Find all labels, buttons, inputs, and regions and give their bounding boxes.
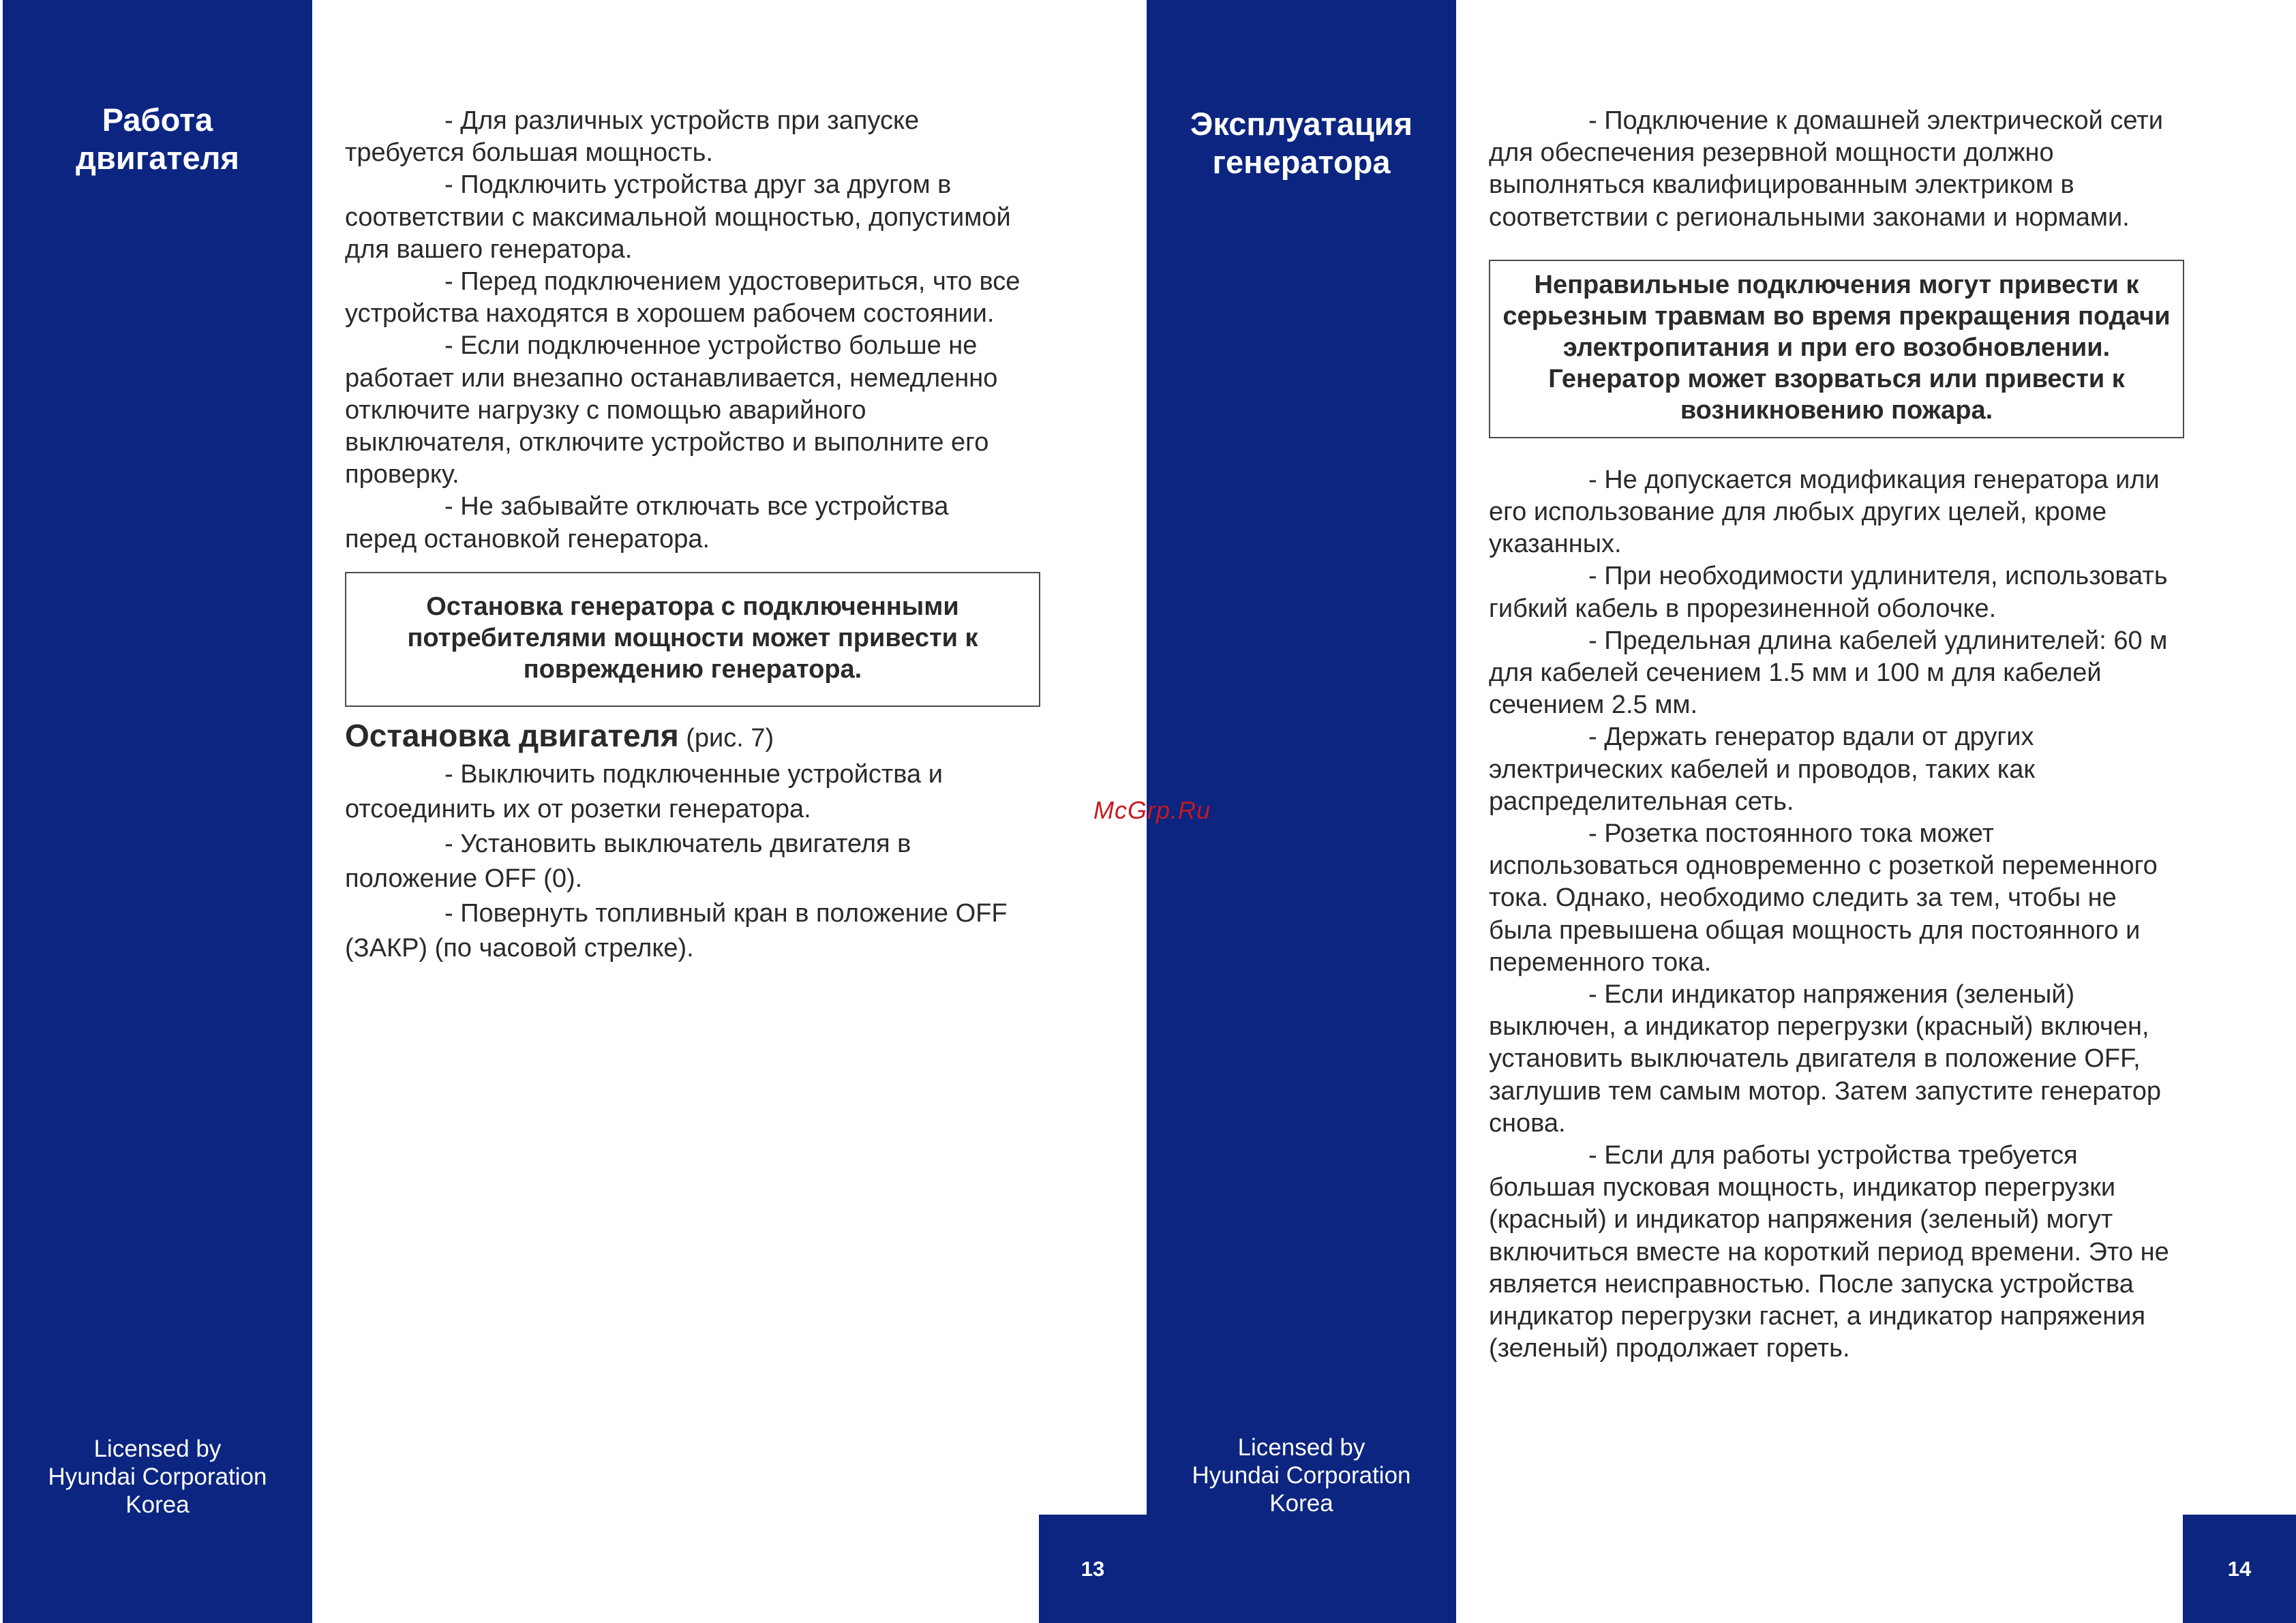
left-license-line-1: Licensed by xyxy=(93,1436,222,1462)
left-step-1: - Выключить подключенные устройства и отсоединить их от розетки генератора. xyxy=(345,759,943,823)
right-license-line-2: Hyundai Corporation xyxy=(1192,1462,1411,1489)
left-license-note xyxy=(3,1435,312,1519)
left-step-2: - Установить выключатель двигателя в положение OFF (0). xyxy=(345,829,911,893)
right-paragraph-1: - Подключение к домашней электрической сети для обеспечения резервной мощности должно выполняться квалифицированным электриком в соответствии с региональными законами и нормами. xyxy=(1489,106,2163,232)
left-sidebar-title-line-2: двигателя xyxy=(76,140,239,176)
right-license-line-1: Licensed by xyxy=(1237,1434,1365,1461)
left-paragraph-5: - Не забывайте отключать все устройства перед остановкой генератора. xyxy=(345,492,949,553)
right-paragraph-8: - Если для работы устройства требуется большая пусковая мощность, индикатор перегрузки (красный) и индикатор напряжения (зеленый) могут включиться вместе на короткий период времени. Это не является неисправностью. После запуска устройства индикатор перегрузки гаснет, а индикатор напряжения (зеленый) продолжает гореть. xyxy=(1489,1141,2169,1363)
left-license-line-2: Hyundai Corporation xyxy=(48,1463,267,1490)
right-paragraph-3: - При необходимости удлинителя, использовать гибкий кабель в прорезиненной оболочке. xyxy=(1489,562,2168,623)
left-paragraph-1: - Для различных устройств при запуске требуется большая мощность. xyxy=(345,106,920,168)
right-warning-box: Неправильные подключения могут привести к серьезным травмам во время прекращения подачи электропитания и при его возобновлении. Генератор может взорваться или привести к возникновению пожара. xyxy=(1489,260,2184,438)
section-heading-figure-ref: (рис. 7) xyxy=(686,723,774,753)
left-paragraph-2: - Подключить устройства друг за другом в соответствии с максимальной мощностью, допустимой для вашего генератора. xyxy=(345,170,1011,264)
left-sidebar xyxy=(3,0,312,1623)
section-heading-engine-stop xyxy=(345,718,1027,756)
left-license-line-3: Korea xyxy=(125,1491,190,1518)
right-paragraph-4: - Предельная длина кабелей удлинителей: 60 м для кабелей сечением 1.5 мм и 100 м для кабелей сечением 2.5 мм. xyxy=(1489,626,2168,720)
site-watermark: McGrp.Ru xyxy=(1093,796,1211,824)
right-paragraph-2: - Не допускается модификация генератора или его использование для любых других целей, кроме указанных. xyxy=(1489,465,2160,559)
right-license-note xyxy=(1147,1434,1456,1517)
left-warning-box: Остановка генератора с подключенными потребителями мощности может привести к повреждению генератора. xyxy=(345,572,1040,707)
right-paragraph-5: - Держать генератор вдали от других электрических кабелей и проводов, таких как распределительная сеть. xyxy=(1489,723,2035,816)
left-paragraph-4: - Если подключенное устройство больше не работает или внезапно останавливается, немедленно отключите нагрузку с помощью аварийного выключателя, отключите устройство и выполните его проверку. xyxy=(345,331,998,489)
right-paragraph-6: - Розетка постоянного тока может использоваться одновременно с розеткой переменного тока. Однако, необходимо следить за тем, чтобы не была превышена общая мощность для постоянного и переменного тока. xyxy=(1489,819,2158,977)
left-step-3: - Повернуть топливный кран в положение OFF (ЗАКР) (по часовой стрелке). xyxy=(345,898,1008,962)
right-sidebar-title xyxy=(1147,105,1456,181)
left-paragraph-3: - Перед подключением удостовериться, что все устройства находятся в хорошем рабочем состоянии. xyxy=(345,267,1021,329)
left-sidebar-title xyxy=(3,101,312,177)
left-page-content xyxy=(345,105,1027,966)
left-page-number: 13 xyxy=(1039,1515,1147,1623)
right-paragraph-7: - Если индикатор напряжения (зеленый) выключен, а индикатор перегрузки (красный) включен, установить выключатель двигателя в положение OFF, заглушив тем самым мотор. Затем запустите генератор снова. xyxy=(1489,980,2162,1138)
right-sidebar-title-line-2: генератора xyxy=(1212,144,1391,180)
right-sidebar-title-line-1: Эксплуатация xyxy=(1190,106,1413,142)
right-page-content xyxy=(1489,105,2181,1365)
right-page-number: 14 xyxy=(2183,1515,2296,1623)
section-heading-title: Остановка двигателя xyxy=(345,717,679,753)
right-license-line-3: Korea xyxy=(1269,1490,1333,1517)
left-sidebar-title-line-1: Работа xyxy=(102,102,213,138)
